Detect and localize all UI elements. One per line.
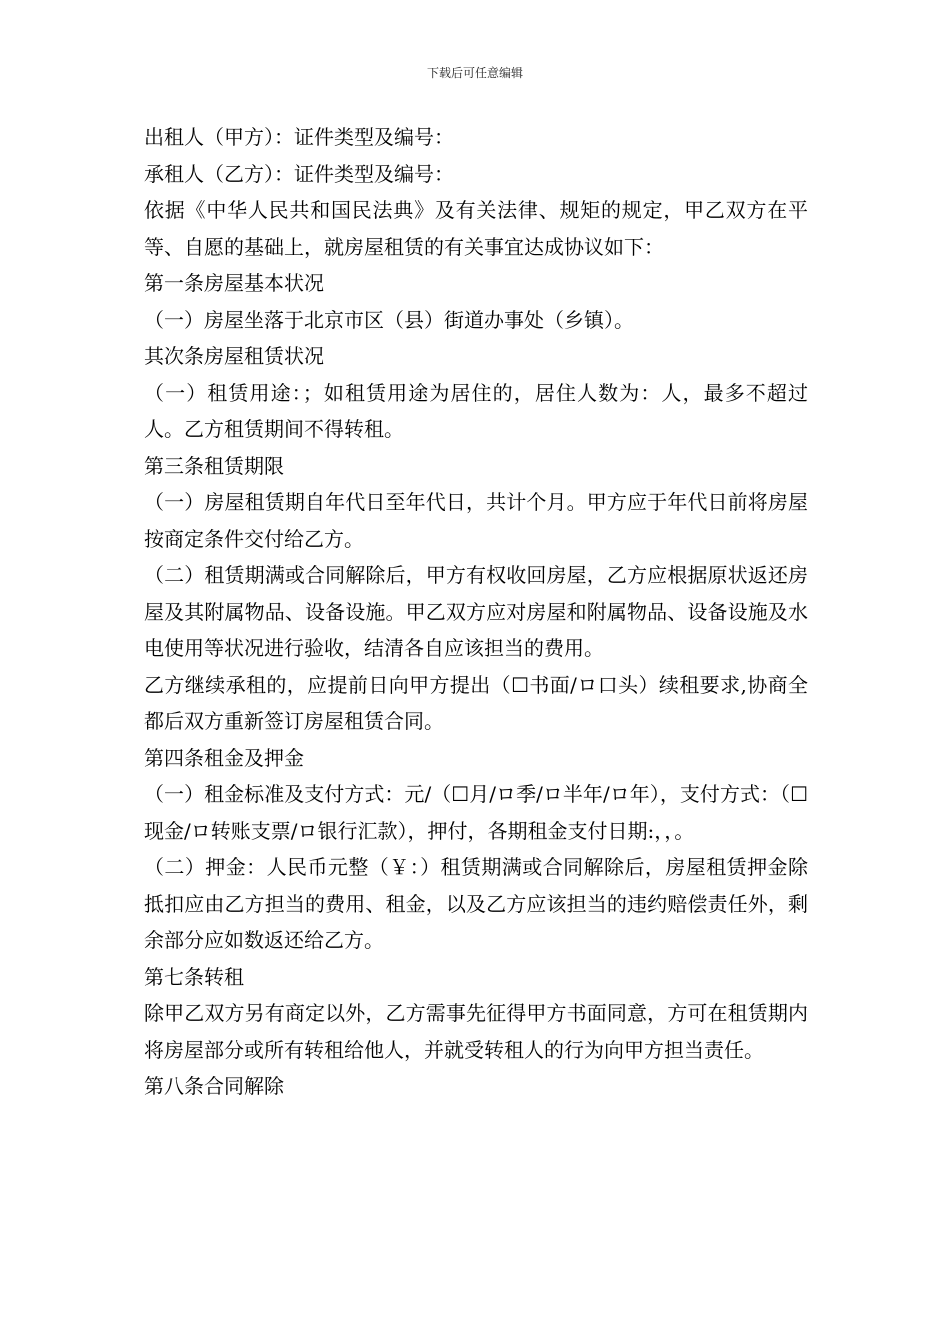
lessee-line: 承租人（乙方）：证件类型及编号： bbox=[144, 161, 454, 186]
article-1-heading: 第一条房屋基本状况 bbox=[144, 271, 324, 295]
document-body bbox=[144, 119, 808, 1105]
article-3-clause-1: （一）房屋租赁期自年代日至年代日，共计个月。甲方应于年代日前将房屋按商定条件交付给乙方。 bbox=[144, 490, 808, 551]
article-4-clause-2: （二）押金：人民币元整（￥：）租赁期满或合同解除后，房屋租赁押金除抵扣应由乙方担当的费用、租金，以及乙方应该担当的违约赔偿责任外，剩余部分应如数返还给乙方。 bbox=[144, 855, 808, 952]
article-2-heading: 其次条房屋租赁状况 bbox=[144, 344, 324, 368]
article-3-heading: 第三条租赁期限 bbox=[144, 453, 284, 478]
article-3-clause-2: （二）租赁期满或合同解除后，甲方有权收回房屋，乙方应根据原状返还房屋及其附属物品、设备设施。甲乙双方应对房屋和附属物品、设备设施及水电使用等状况进行验收，结清各自应该担当的费用。 bbox=[144, 563, 808, 660]
article-7-body: 除甲乙双方另有商定以外，乙方需事先征得甲方书面同意，方可在租赁期内将房屋部分或所有转租给他人，并就受转租人的行为向甲方担当责任。 bbox=[144, 1001, 808, 1062]
article-7-heading: 第七条转租 bbox=[144, 964, 244, 989]
preamble-paragraph: 依据《中华人民共和国民法典》及有关法律、规矩的规定，甲乙双方在平等、自愿的基础上，就房屋租赁的有关事宜达成协议如下： bbox=[144, 198, 808, 259]
lessor-line: 出租人（甲方）：证件类型及编号： bbox=[144, 125, 454, 149]
article-2-clause-1: （一）租赁用途：；如租赁用途为居住的，居住人数为：人，最多不超过人。乙方租赁期间不得转租。 bbox=[144, 380, 808, 441]
article-4-heading: 第四条租金及押金 bbox=[144, 745, 304, 770]
article-8-heading: 第八条合同解除 bbox=[144, 1074, 284, 1098]
article-4-clause-1: （一）租金标准及支付方式：元/（☐月/ロ季/ロ半年/ロ年），支付方式：（☐现金/ロ转账支票/ロ银行汇款），押付，各期租金支付日期:，，。 bbox=[144, 782, 808, 843]
renewal-paragraph: 乙方继续承租的，应提前日向甲方提出（☐书面/ロ口头）续租要求,协商全都后双方重新签订房屋租赁合同。 bbox=[144, 672, 808, 733]
page-header-note: 下载后可任意编辑 bbox=[426, 66, 523, 80]
article-1-clause-1: （一）房屋坐落于北京市区（县）街道办事处（乡镇）。 bbox=[144, 307, 634, 332]
